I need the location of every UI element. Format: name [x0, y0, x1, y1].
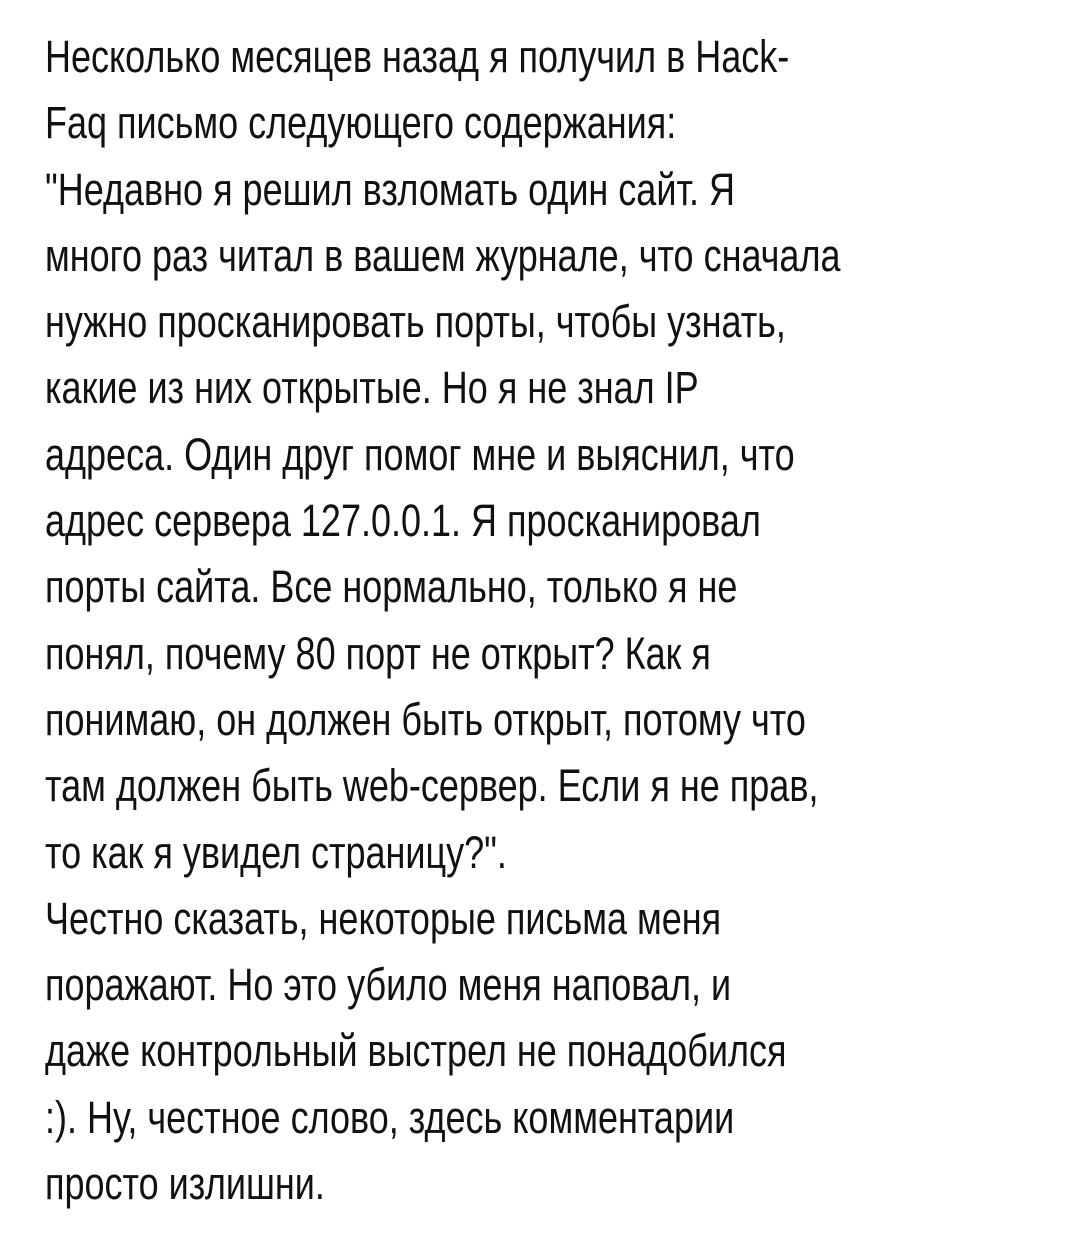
text-line: понял, почему 80 порт не открыт? Как я — [45, 627, 711, 679]
text-line: :). Ну, честное слово, здесь комментарии — [45, 1091, 735, 1143]
text-line: много раз читал в вашем журнале, что сначала — [45, 229, 841, 281]
text-line: понимаю, он должен быть открыт, потому что — [45, 693, 806, 745]
text-line: то как я увидел страницу?". — [45, 826, 507, 878]
text-line: там должен быть web-сервер. Если я не прав, — [45, 760, 819, 812]
text-line: просто излишни. — [45, 1158, 325, 1210]
text-line: адреса. Один друг помог мне и выяснил, что — [45, 428, 795, 480]
text-line: порты сайта. Все нормально, только я не — [45, 561, 738, 613]
text-line: Faq письмо следующего содержания: — [45, 97, 677, 149]
text-line: поражают. Но это убило меня наповал, и — [45, 959, 732, 1011]
text-line: Честно сказать, некоторые письма меня — [45, 892, 722, 944]
text-line: адрес сервера 127.0.0.1. Я просканировал — [45, 495, 761, 547]
text-line: "Недавно я решил взломать один сайт. Я — [45, 163, 735, 215]
text-line: какие из них открытые. Но я не знал IP — [45, 362, 699, 414]
text-line: даже контрольный выстрел не понадобился — [45, 1025, 787, 1077]
article-text — [45, 24, 1055, 1217]
text-line: нужно просканировать порты, чтобы узнать, — [45, 296, 786, 348]
text-line: Несколько месяцев назад я получил в Hack- — [45, 31, 790, 82]
